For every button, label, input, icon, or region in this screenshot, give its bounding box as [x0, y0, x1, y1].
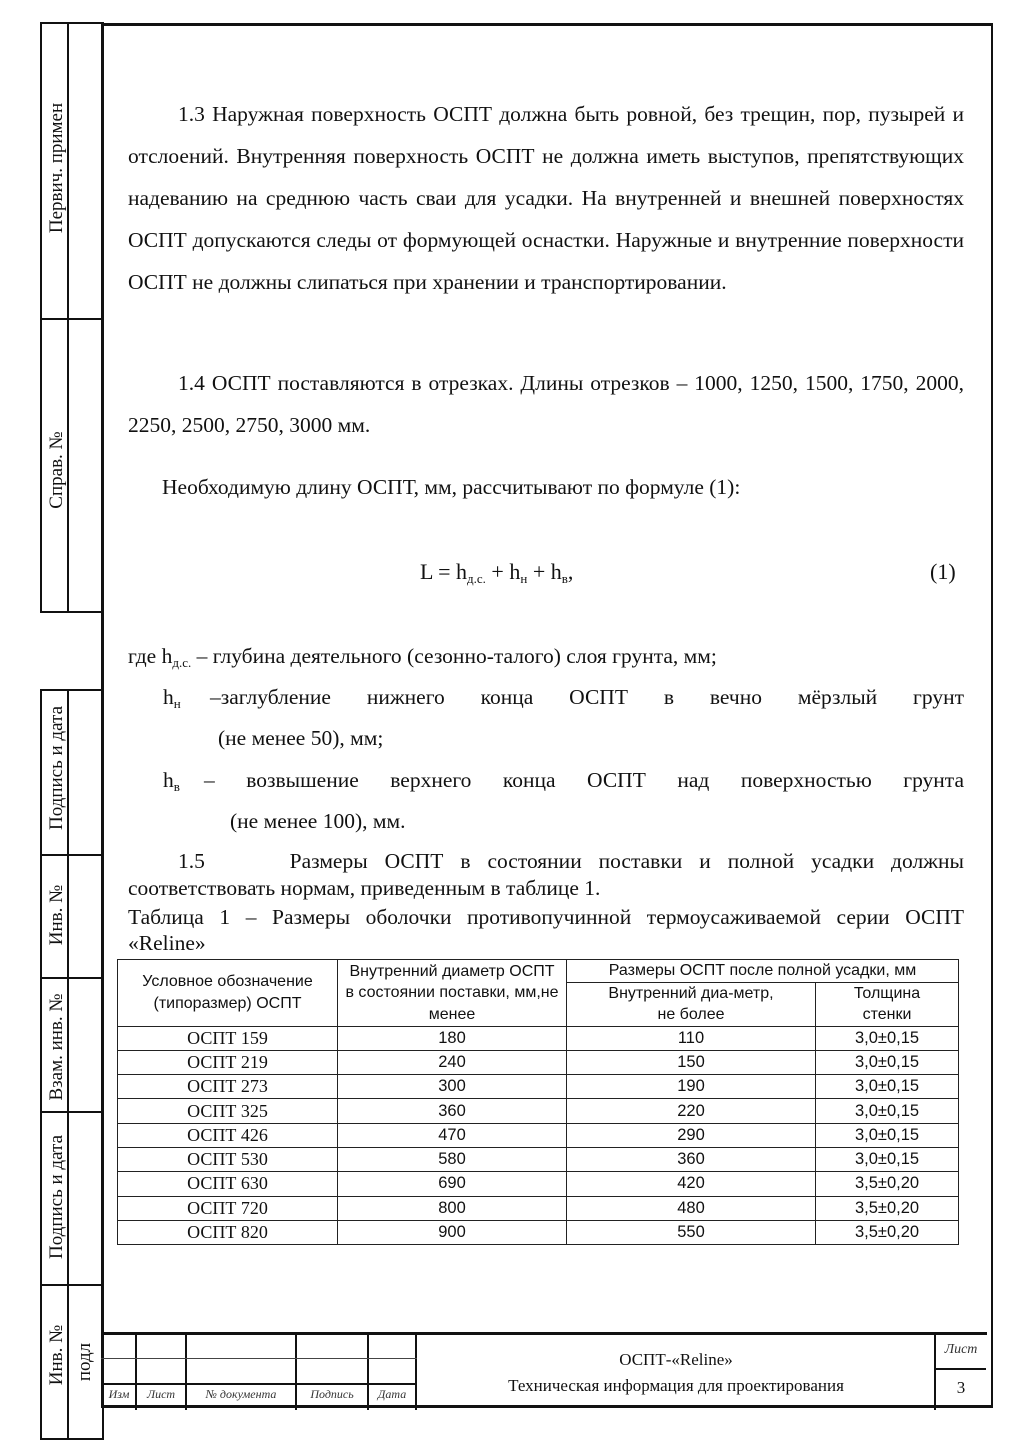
header-wall-thickness: Толщина стенки — [816, 982, 959, 1026]
tb-row-line — [101, 1358, 417, 1359]
tb-title-line2: Техническая информация для проектирования — [508, 1376, 844, 1395]
tb-sheet-hline — [934, 1368, 986, 1370]
hv-sub: в — [173, 779, 180, 794]
formula-number: (1) — [930, 559, 956, 584]
dimensions-table — [117, 959, 959, 1245]
where-text: – глубина деятельного (сезонно-талого) слоя грунта, мм; — [191, 644, 717, 668]
formula-sub: н — [520, 571, 528, 586]
cell-designation: ОСПТ 720 — [118, 1196, 338, 1220]
cell-designation: ОСПТ 530 — [118, 1147, 338, 1171]
cell-shrunk-diameter: 190 — [567, 1075, 816, 1099]
where-prefix: где h — [128, 644, 173, 668]
section-1-4: 1.4 ОСПТ поставляются в отрезках. Длины отрезков – 1000, 1250, 1500, 1750, 2000, 2250, 2500, 2750, 3000 мм. — [128, 371, 964, 437]
formula-sub: д.с. — [467, 571, 486, 586]
table-row — [118, 1172, 959, 1196]
side-label-perv-primen: Первич. примен — [46, 102, 67, 234]
cell-supply-diameter: 180 — [338, 1026, 567, 1050]
table-caption: Таблица 1 – Размеры оболочки противопучинной термоусаживаемой серии ОСПТ «Reline» — [128, 905, 964, 955]
cell-wall-thickness: 3,0±0,15 — [816, 1147, 959, 1171]
formula-term: + h — [527, 559, 562, 584]
section-1-3: 1.3 Наружная поверхность ОСПТ должна быть ровной, без трещин, пор, пузырей и отслоений. Внутренняя поверхность ОСПТ не должна иметь выступов, препятствующих надеванию на среднюю часть сваи для усадки. На внутренней и внешней поверхностях ОСПТ допускаются следы от формующей оснастки. Наружные и внутренние поверхности ОСПТ не должны слипаться при хранении и транспортировании. — [128, 102, 964, 294]
tb-top-line — [101, 1332, 987, 1335]
where-line — [128, 636, 717, 683]
table-row — [118, 1050, 959, 1074]
cell-shrunk-diameter: 150 — [567, 1050, 816, 1074]
formula — [420, 552, 573, 599]
cell-wall-thickness: 3,5±0,20 — [816, 1196, 959, 1220]
hn-symbol — [163, 677, 181, 724]
formula-tail: , — [567, 559, 574, 584]
formula-term: + h — [485, 559, 521, 584]
cell-wall-thickness: 3,0±0,15 — [816, 1099, 959, 1123]
formula-intro: Необходимую длину ОСПТ, мм, рассчитывают по формуле (1): — [162, 475, 741, 499]
formula-sub: в — [561, 571, 568, 586]
tb-row-line — [101, 1383, 417, 1385]
cell-designation: ОСПТ 273 — [118, 1075, 338, 1099]
header-supply-diameter: Внутренний диаметр ОСПТ в состоянии поставки, мм,не менее — [338, 960, 567, 1027]
cell-supply-diameter: 360 — [338, 1099, 567, 1123]
cell-shrunk-diameter: 480 — [567, 1196, 816, 1220]
cell-shrunk-diameter: 290 — [567, 1123, 816, 1147]
cell-supply-diameter: 800 — [338, 1196, 567, 1220]
cell-designation: ОСПТ 325 — [118, 1099, 338, 1123]
tb-title-line1: ОСПТ-«Reline» — [619, 1350, 733, 1369]
tb-label-izm: Изм — [108, 1387, 130, 1401]
tb-sheet-number: 3 — [956, 1378, 966, 1397]
header-after-shrink-group: Размеры ОСПТ после полной усадки, мм — [567, 960, 959, 983]
cell-designation: ОСПТ 426 — [118, 1123, 338, 1147]
tb-label-data: Дата — [377, 1387, 407, 1401]
side-label-sprav: Справ. № — [46, 431, 67, 509]
hn-sym: h — [163, 685, 174, 709]
table-row — [118, 1123, 959, 1147]
hn-line2: (не менее 50), мм; — [218, 726, 384, 750]
cell-shrunk-diameter: 550 — [567, 1220, 816, 1244]
header-designation: Условное обозначение (типоразмер) ОСПТ — [118, 960, 338, 1027]
tb-label-podpis: Подпись — [310, 1387, 354, 1401]
cell-wall-thickness: 3,0±0,15 — [816, 1026, 959, 1050]
hn-sub: н — [173, 696, 181, 711]
hn-line1: –заглубление нижнего конца ОСПТ в вечно мёрзлый грунт — [210, 685, 964, 709]
cell-supply-diameter: 900 — [338, 1220, 567, 1244]
side-label-podpis-2: Подпись и дата — [46, 1134, 67, 1260]
hv-sym: h — [163, 768, 174, 792]
side-label-vzam: Взам. инв. № — [46, 993, 67, 1101]
tb-label-list: Лист — [146, 1387, 176, 1401]
table-row — [118, 1220, 959, 1244]
tb-col-line — [415, 1332, 417, 1410]
cell-supply-diameter: 240 — [338, 1050, 567, 1074]
cell-supply-diameter: 690 — [338, 1172, 567, 1196]
frame-top — [101, 23, 993, 26]
cell-supply-diameter: 470 — [338, 1123, 567, 1147]
cell-shrunk-diameter: 420 — [567, 1172, 816, 1196]
side-label-inv-podl: Инв. № — [46, 1324, 67, 1386]
cell-designation: ОСПТ 159 — [118, 1026, 338, 1050]
cell-shrunk-diameter: 220 — [567, 1099, 816, 1123]
frame-bottom — [101, 1405, 993, 1408]
hv-symbol — [163, 760, 180, 807]
cell-shrunk-diameter: 110 — [567, 1026, 816, 1050]
where-sub: д.с. — [172, 655, 192, 670]
cell-designation: ОСПТ 820 — [118, 1220, 338, 1244]
side-label-podpis-1: Подпись и дата — [46, 705, 67, 831]
frame-right — [991, 23, 994, 1408]
hv-line1: – возвышение верхнего конца ОСПТ над поверхностью грунта — [204, 768, 964, 792]
cell-wall-thickness: 3,5±0,20 — [816, 1220, 959, 1244]
cell-wall-thickness: 3,0±0,15 — [816, 1050, 959, 1074]
table-row — [118, 1026, 959, 1050]
table-row — [118, 1147, 959, 1171]
cell-supply-diameter: 580 — [338, 1147, 567, 1171]
hv-line2: (не менее 100), мм. — [230, 809, 406, 833]
cell-shrunk-diameter: 360 — [567, 1147, 816, 1171]
cell-wall-thickness: 3,0±0,15 — [816, 1123, 959, 1147]
cell-wall-thickness: 3,5±0,20 — [816, 1172, 959, 1196]
table-row — [118, 1196, 959, 1220]
formula-lhs: L = h — [420, 559, 468, 584]
side-label-inv: Инв. № — [46, 884, 67, 946]
side-label-podl: подл — [74, 1342, 95, 1382]
cell-designation: ОСПТ 219 — [118, 1050, 338, 1074]
cell-supply-diameter: 300 — [338, 1075, 567, 1099]
tb-sheet-label: Лист — [944, 1342, 978, 1357]
tb-label-doc-no: № документа — [205, 1387, 277, 1401]
section-1-5: 1.5 Размеры ОСПТ в состоянии поставки и полной усадки должны соответствовать нормам, приведенным в таблице 1. — [128, 849, 970, 900]
cell-wall-thickness: 3,0±0,15 — [816, 1075, 959, 1099]
cell-designation: ОСПТ 630 — [118, 1172, 338, 1196]
table-row — [118, 1099, 959, 1123]
table-row — [118, 1075, 959, 1099]
header-shrunk-diameter: Внутренний диа-метр, не более — [567, 982, 816, 1026]
